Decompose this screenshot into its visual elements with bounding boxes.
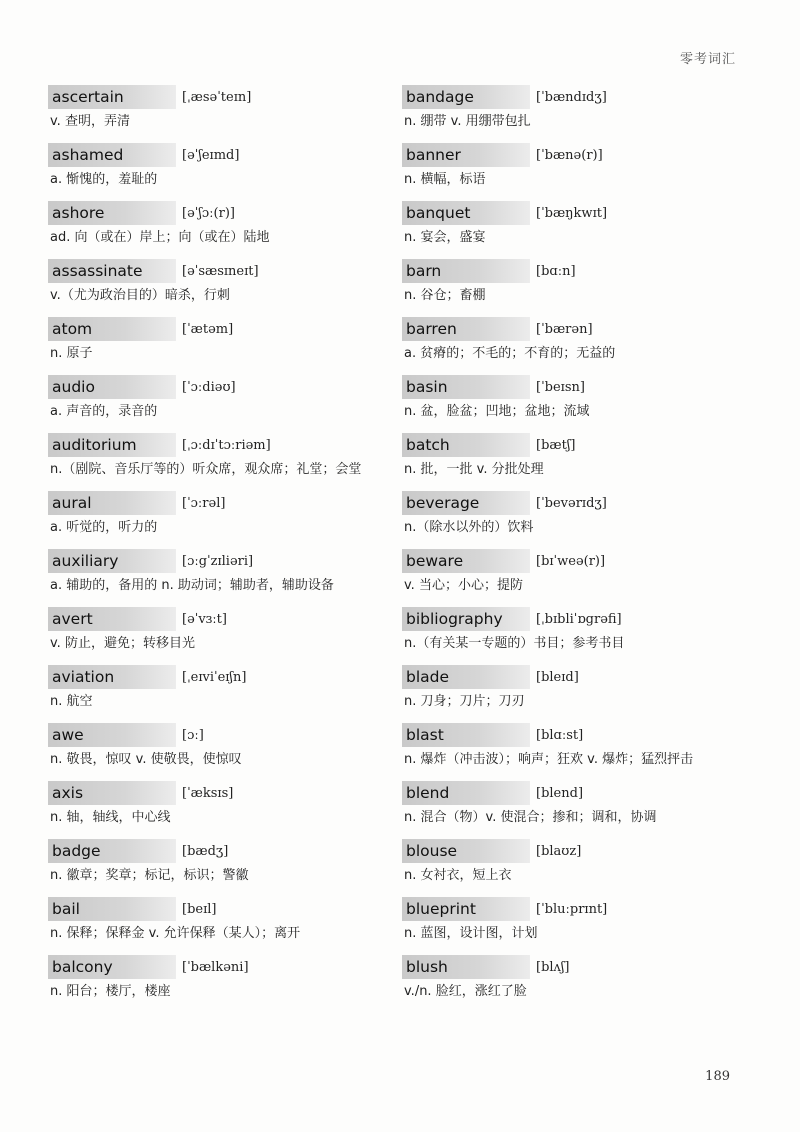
headword: audio [48, 375, 176, 399]
entry-head [48, 954, 378, 980]
vocab-entry [48, 954, 378, 1002]
headword: blend [402, 781, 530, 805]
phonetic-transcription: [ˈbæŋkwɪt] [536, 205, 608, 221]
entry-head [48, 374, 378, 400]
entry-head [48, 896, 378, 922]
headword: atom [48, 317, 176, 341]
entry-head [48, 722, 378, 748]
definition: n. 混合（物）v. 使混合；掺和；调和，协调 [404, 810, 657, 825]
definition: n.（有关某一专题的）书目；参考书目 [404, 636, 625, 651]
headword: banquet [402, 201, 530, 225]
vocab-entry [402, 780, 752, 828]
definition: v. 当心；小心；提防 [404, 578, 523, 593]
definition: n. 敬畏，惊叹 v. 使敬畏，使惊叹 [50, 752, 242, 767]
entry-head [48, 606, 378, 632]
vocab-entry [48, 896, 378, 944]
entry-head [402, 374, 752, 400]
vocab-entry [402, 838, 752, 886]
phonetic-transcription: [ˈbeɪsn] [536, 379, 585, 395]
entry-head [402, 606, 752, 632]
phonetic-transcription: [ˈbærən] [536, 321, 593, 337]
definition: ad. 向（或在）岸上；向（或在）陆地 [50, 230, 270, 245]
vocab-entry [48, 490, 378, 538]
vocab-entry [48, 200, 378, 248]
phonetic-transcription: [əˈvɜːt] [182, 611, 227, 627]
headword: axis [48, 781, 176, 805]
definition: n. 批，一批 v. 分批处理 [404, 462, 544, 477]
entry-head [402, 258, 752, 284]
phonetic-transcription: [ˈɔːdiəʊ] [182, 379, 236, 395]
vocab-entry [402, 200, 752, 248]
headword: blueprint [402, 897, 530, 921]
entry-head [402, 316, 752, 342]
phonetic-transcription: [blend] [536, 785, 584, 801]
headword: banner [402, 143, 530, 167]
vocab-entry [402, 722, 752, 770]
definition: v. 查明，弄清 [50, 114, 130, 129]
headword: aviation [48, 665, 176, 689]
definition: n. 谷仓；畜棚 [404, 288, 486, 303]
phonetic-transcription: [ˈætəm] [182, 321, 234, 337]
headword: aural [48, 491, 176, 515]
definition: n. 轴，轴线，中心线 [50, 810, 171, 825]
phonetic-transcription: [əˈʃeɪmd] [182, 147, 240, 163]
phonetic-transcription: [əˈʃɔː(r)] [182, 205, 235, 221]
vocab-entry [48, 606, 378, 654]
vocab-entry [48, 722, 378, 770]
phonetic-transcription: [bætʃ] [536, 437, 576, 453]
headword: awe [48, 723, 176, 747]
entry-head [48, 664, 378, 690]
vocab-entry [402, 896, 752, 944]
headword: barren [402, 317, 530, 341]
vocab-entry [402, 432, 752, 480]
entry-head [402, 200, 752, 226]
definition: n. 原子 [50, 346, 93, 361]
vocab-entry [48, 258, 378, 306]
entry-head [402, 548, 752, 574]
vocab-entry [48, 142, 378, 190]
phonetic-transcription: [blɑːst] [536, 727, 584, 743]
headword: barn [402, 259, 530, 283]
headword: beware [402, 549, 530, 573]
definition: a. 辅助的，备用的 n. 助动词；辅助者，辅助设备 [50, 578, 334, 593]
running-header: 零考词汇 [679, 52, 736, 67]
definition: n. 横幅，标语 [404, 172, 486, 187]
headword: ashore [48, 201, 176, 225]
phonetic-transcription: [bædʒ] [182, 843, 229, 859]
entry-head [48, 490, 378, 516]
definition: n. 航空 [50, 694, 93, 709]
headword: blast [402, 723, 530, 747]
entry-head [48, 200, 378, 226]
vocab-entry [48, 374, 378, 422]
definition: v./n. 脸红，涨红了脸 [404, 984, 527, 999]
entry-head [48, 142, 378, 168]
headword: batch [402, 433, 530, 457]
vocab-entry [402, 954, 752, 1002]
headword: blush [402, 955, 530, 979]
definition: a. 贫瘠的；不毛的；不育的；无益的 [404, 346, 616, 361]
phonetic-transcription: [ˈbænə(r)] [536, 147, 603, 163]
headword: ascertain [48, 85, 176, 109]
entry-head [402, 490, 752, 516]
vocab-entry [402, 258, 752, 306]
phonetic-transcription: [beɪl] [182, 901, 217, 917]
definition: n. 盆，脸盆；凹地；盆地；流域 [404, 404, 590, 419]
vocab-entry [402, 84, 752, 132]
phonetic-transcription: [bleɪd] [536, 669, 579, 685]
headword: bandage [402, 85, 530, 109]
definition: n.（剧院、音乐厅等的）听众席，观众席；礼堂；会堂 [50, 462, 362, 477]
definition: a. 听觉的，听力的 [50, 520, 158, 535]
vocab-entry [48, 84, 378, 132]
definition: v. 防止，避免；转移目光 [50, 636, 195, 651]
vocab-entry [402, 316, 752, 364]
phonetic-transcription: [blaʊz] [536, 843, 582, 859]
vocab-entry [48, 548, 378, 596]
definition: n. 绷带 v. 用绷带包扎 [404, 114, 531, 129]
left-column [48, 84, 378, 1012]
phonetic-transcription: [ˈbevərɪdʒ] [536, 495, 607, 511]
headword: basin [402, 375, 530, 399]
entry-head [402, 780, 752, 806]
headword: auditorium [48, 433, 176, 457]
page-number: 189 [705, 1069, 730, 1084]
headword: avert [48, 607, 176, 631]
phonetic-transcription: [ɔːgˈzɪliəri] [182, 553, 254, 569]
definition: n.（除水以外的）饮料 [404, 520, 534, 535]
right-column [402, 84, 752, 1012]
entry-head [48, 838, 378, 864]
vocab-entry [402, 490, 752, 538]
phonetic-transcription: [ˌɔːdɪˈtɔːriəm] [182, 437, 271, 453]
phonetic-transcription: [ɔː] [182, 727, 204, 743]
vocab-entry [48, 432, 378, 480]
definition: v.（尤为政治目的）暗杀，行刺 [50, 288, 230, 303]
definition: n. 宴会，盛宴 [404, 230, 486, 245]
phonetic-transcription: [ˈbændɪdʒ] [536, 89, 607, 105]
definition: n. 刀身；刀片；刀刃 [404, 694, 525, 709]
entry-head [402, 142, 752, 168]
phonetic-transcription: [bɪˈweə(r)] [536, 553, 606, 569]
definition: n. 女衬衣，短上衣 [404, 868, 512, 883]
headword: ashamed [48, 143, 176, 167]
entry-head [402, 954, 752, 980]
vocab-entry [48, 838, 378, 886]
phonetic-transcription: [ˈɔːrəl] [182, 495, 226, 511]
vocab-entry [402, 548, 752, 596]
phonetic-transcription: [ˈbluːprɪnt] [536, 901, 608, 917]
entry-head [48, 258, 378, 284]
definition: n. 阳台；楼厅，楼座 [50, 984, 171, 999]
headword: balcony [48, 955, 176, 979]
entry-head [402, 664, 752, 690]
phonetic-transcription: [ˌbɪbliˈɒgrəfi] [536, 611, 622, 627]
definition: n. 徽章；奖章；标记，标识；警徽 [50, 868, 249, 883]
phonetic-transcription: [əˈsæsɪneɪt] [182, 263, 259, 279]
vocab-entry [48, 780, 378, 828]
vocab-entry [48, 664, 378, 712]
definition: n. 蓝图，设计图，计划 [404, 926, 538, 941]
entry-head [402, 896, 752, 922]
entry-head [402, 838, 752, 864]
entry-head [48, 780, 378, 806]
definition: n. 保释；保释金 v. 允许保释（某人）；离开 [50, 926, 301, 941]
headword: blade [402, 665, 530, 689]
phonetic-transcription: [ˌæsəˈteɪn] [182, 89, 252, 105]
headword: assassinate [48, 259, 176, 283]
phonetic-transcription: [ˈbælkəni] [182, 959, 249, 975]
definition: a. 惭愧的，羞耻的 [50, 172, 158, 187]
entry-head [402, 432, 752, 458]
entry-head [402, 722, 752, 748]
headword: bibliography [402, 607, 530, 631]
phonetic-transcription: [ˌeɪviˈeɪʃn] [182, 669, 247, 685]
entry-head [48, 432, 378, 458]
headword: blouse [402, 839, 530, 863]
vocab-entry [402, 606, 752, 654]
headword: bail [48, 897, 176, 921]
headword: badge [48, 839, 176, 863]
definition: a. 声音的，录音的 [50, 404, 158, 419]
phonetic-transcription: [bɑːn] [536, 263, 576, 279]
entry-head [48, 84, 378, 110]
vocab-entry [402, 664, 752, 712]
vocab-entry [402, 142, 752, 190]
phonetic-transcription: [ˈæksɪs] [182, 785, 234, 801]
definition: n. 爆炸（冲击波）；响声；狂欢 v. 爆炸；猛烈抨击 [404, 752, 694, 767]
entry-head [48, 548, 378, 574]
vocab-entry [402, 374, 752, 422]
headword: beverage [402, 491, 530, 515]
headword: auxiliary [48, 549, 176, 573]
vocab-entry [48, 316, 378, 364]
entry-head [402, 84, 752, 110]
phonetic-transcription: [blʌʃ] [536, 959, 570, 975]
entry-head [48, 316, 378, 342]
